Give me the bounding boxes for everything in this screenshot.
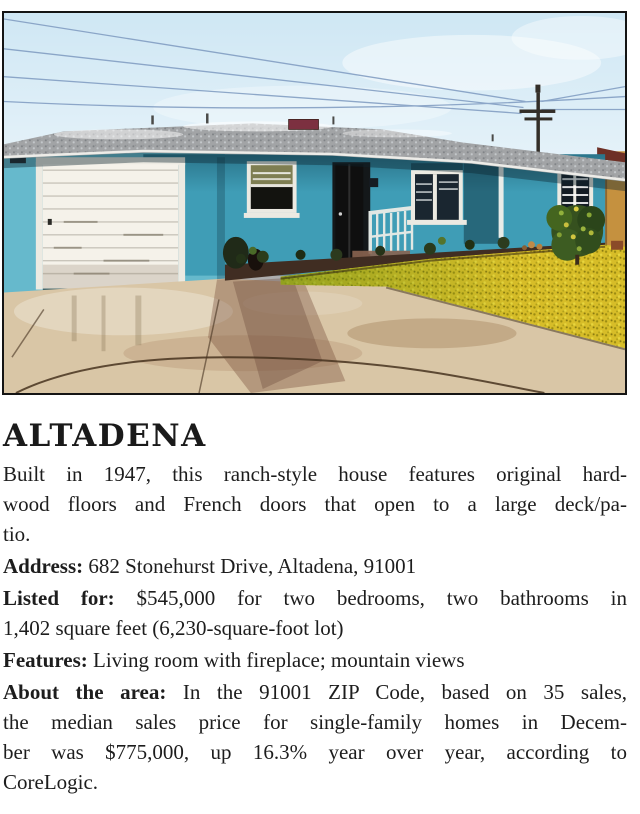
- listed-for-value: $545,000 for two bedrooms, two bathrooms in: [136, 586, 627, 610]
- about-area-label: About the area:: [3, 680, 167, 704]
- text-line: tio.: [3, 522, 31, 546]
- porch-railing: [370, 208, 412, 254]
- text-line: 1,402 square feet (6,230-square-foot lot): [3, 616, 344, 640]
- garage-door-handle: [48, 219, 52, 225]
- door-handle: [339, 212, 342, 215]
- description-paragraph: [3, 459, 627, 549]
- features-paragraph: [3, 645, 627, 675]
- text-line: Built in 1947, this ranch-style house features original hard-: [3, 462, 627, 486]
- neighborhood-heading: ALTADENA: [3, 418, 207, 454]
- garage-door: [36, 157, 185, 294]
- garden-object: [611, 241, 623, 250]
- roof-vent: [289, 119, 319, 129]
- text-line: CoreLogic.: [3, 770, 99, 794]
- text-line: the median sales price for single-family homes in Decem-: [3, 710, 627, 734]
- doorbell-box: [369, 178, 378, 187]
- text-line: ber was $775,000, up 16.3% year over year, according to: [3, 740, 627, 764]
- address-label: Address:: [3, 554, 84, 578]
- address-paragraph: [3, 551, 627, 581]
- listed-for-paragraph: [3, 583, 627, 643]
- text-line: [3, 677, 627, 707]
- features-value: Living room with fireplace; mountain views: [93, 648, 465, 672]
- text-line: [3, 645, 627, 675]
- address-value: 682 Stonehurst Drive, Altadena, 91001: [88, 554, 417, 578]
- features-label: Features:: [3, 648, 88, 672]
- text-line: wood floors and French doors that open to a large deck/pa-: [3, 492, 627, 516]
- listing-photo: [2, 11, 627, 395]
- listed-for-label: Listed for:: [3, 586, 115, 610]
- about-area-paragraph: [3, 677, 627, 797]
- window-left: [244, 161, 300, 218]
- text-line: [3, 551, 627, 581]
- about-area-value: In the 91001 ZIP Code, based on 35 sales,: [182, 680, 628, 704]
- house-photo-illustration: [4, 13, 625, 393]
- text-line: [3, 583, 627, 613]
- window-bay: [407, 163, 467, 225]
